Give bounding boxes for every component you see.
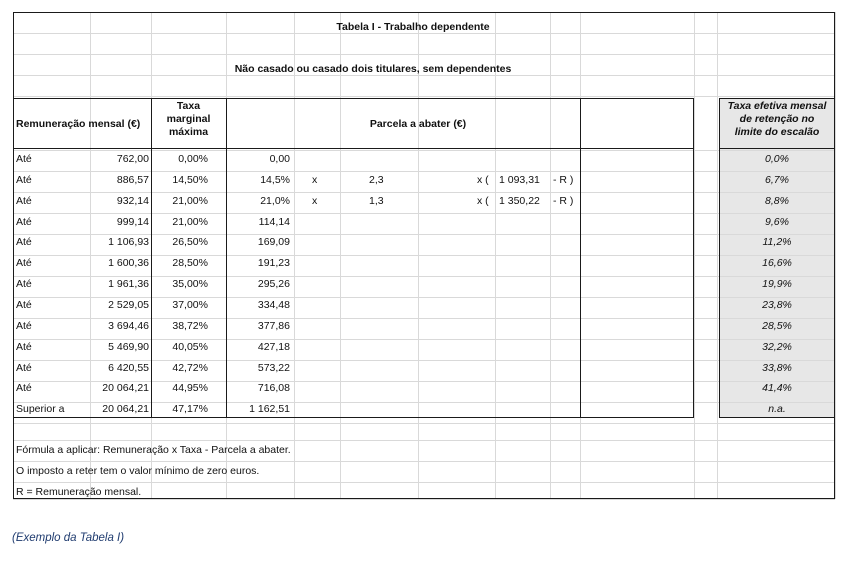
cell-parcela: 295,26 <box>257 278 290 291</box>
cell-remuneracao: 5 469,90 <box>108 340 149 353</box>
cell-parcela: 1 162,51 <box>249 403 290 416</box>
cell-remuneracao: 762,00 <box>116 153 149 165</box>
cell-remuneracao: 1 600,36 <box>108 257 149 270</box>
cell-efetiva: 19,9% <box>762 278 792 291</box>
cell-parcela: 427,18 <box>257 340 290 353</box>
cell-efetiva: n.a. <box>768 403 786 416</box>
header-efetiva-line1: Taxa efetiva mensal <box>727 100 827 112</box>
border-left <box>13 12 14 499</box>
cell-remuneracao: 20 064,21 <box>102 403 149 416</box>
cell-efetiva: 28,5% <box>762 319 792 332</box>
cell-label: Até <box>16 382 32 395</box>
grid-row-line <box>13 276 835 277</box>
cell-coeficiente: 2,3 <box>369 173 384 186</box>
cell-label: Até <box>16 319 32 332</box>
cell-remuneracao: 20 064,21 <box>102 382 149 395</box>
cell-base: 1 093,31 <box>499 173 540 186</box>
cell-label: Até <box>16 340 32 353</box>
table-subtitle: Não casado ou casado dois titulares, sem dependentes <box>234 63 512 75</box>
cell-minus-r: - R ) <box>553 173 574 186</box>
header-parcela: Parcela a abater (€) <box>369 118 467 130</box>
header-taxa-line3: máxima <box>168 126 209 138</box>
cell-parcela: 169,09 <box>257 236 290 249</box>
grid-col-line <box>340 12 341 499</box>
grid-col-line <box>550 12 551 499</box>
cell-multiply: x <box>312 173 318 186</box>
table-box-bottom <box>13 417 694 418</box>
cell-taxa: 35,00% <box>172 278 208 291</box>
grid-row-line <box>13 171 835 172</box>
cell-remuneracao: 1 106,93 <box>108 236 149 249</box>
grid-row-line <box>13 255 835 256</box>
grid-row-line <box>13 423 835 424</box>
cell-taxa: 28,50% <box>172 257 208 270</box>
grid-row-line <box>13 234 835 235</box>
cell-taxa: 21,00% <box>172 215 208 228</box>
cell-remuneracao: 1 961,36 <box>108 278 149 291</box>
cell-taxa: 40,05% <box>172 340 208 353</box>
header-remuneracao: Remuneração mensal (€) <box>16 118 141 130</box>
cell-efetiva: 16,6% <box>762 257 792 270</box>
efetiva-box-bottom <box>719 417 835 418</box>
cell-multiply: x <box>312 194 318 207</box>
efetiva-box-top <box>719 98 835 99</box>
table-box-col-extra <box>580 98 581 418</box>
efetiva-box-header-bottom <box>719 148 835 149</box>
grid-col-line <box>294 12 295 499</box>
grid-col-line <box>495 12 496 499</box>
grid-col-line <box>418 12 419 499</box>
cell-efetiva: 0,0% <box>765 153 789 165</box>
note-r-definition: R = Remuneração mensal. <box>16 486 142 498</box>
cell-label: Até <box>16 361 32 374</box>
grid-row-line <box>13 440 835 441</box>
header-taxa-line1: Taxa <box>176 100 201 112</box>
cell-label: Até <box>16 236 32 249</box>
cell-parcela-pct: 14,5% <box>260 173 290 186</box>
cell-label: Até <box>16 194 32 207</box>
cell-taxa: 14,50% <box>172 173 208 186</box>
table-title: Tabela I - Trabalho dependente <box>336 21 490 33</box>
cell-efetiva: 41,4% <box>762 382 792 395</box>
cell-x-paren: x ( <box>477 173 489 186</box>
grid-row-line <box>13 297 835 298</box>
cell-label: Até <box>16 257 32 270</box>
cell-remuneracao: 6 420,55 <box>108 361 149 374</box>
grid-row-line <box>13 96 835 97</box>
cell-coeficiente: 1,3 <box>369 194 384 207</box>
table-box-top <box>13 98 694 99</box>
header-efetiva-line2: de retenção no <box>739 113 815 125</box>
cell-x-paren: x ( <box>477 194 489 207</box>
cell-taxa: 42,72% <box>172 361 208 374</box>
grid-col-line <box>835 12 836 499</box>
cell-label: Até <box>16 153 32 165</box>
cell-remuneracao: 3 694,46 <box>108 319 149 332</box>
cell-minus-r: - R ) <box>553 194 574 207</box>
cell-parcela: 114,14 <box>258 215 290 228</box>
cell-remuneracao: 2 529,05 <box>108 298 149 311</box>
cell-parcela: 716,08 <box>257 382 290 395</box>
cell-efetiva: 6,7% <box>765 173 789 186</box>
cell-label: Até <box>16 215 32 228</box>
grid-col-line <box>694 12 695 499</box>
cell-parcela-pct: 21,0% <box>260 194 290 207</box>
cell-label: Até <box>16 278 32 291</box>
cell-remuneracao: 886,57 <box>116 173 149 186</box>
border-top <box>13 12 835 13</box>
grid-row-line <box>13 482 835 483</box>
cell-remuneracao: 932,14 <box>116 194 149 207</box>
cell-parcela: 334,48 <box>257 298 290 311</box>
cell-taxa: 47,17% <box>172 403 208 416</box>
cell-parcela: 377,86 <box>257 319 290 332</box>
cell-efetiva: 32,2% <box>762 340 792 353</box>
cell-label: Até <box>16 298 32 311</box>
cell-taxa: 38,72% <box>172 319 208 332</box>
cell-efetiva: 23,8% <box>762 298 792 311</box>
cell-parcela: 191,23 <box>257 257 290 270</box>
grid-row-line <box>13 499 835 500</box>
grid-row-line <box>13 150 835 151</box>
cell-parcela: 0,00 <box>269 153 290 165</box>
header-taxa-line2: marginal <box>166 113 211 125</box>
cell-parcela: 573,22 <box>257 361 290 374</box>
grid-row-line <box>13 461 835 462</box>
cell-taxa: 44,95% <box>172 382 208 395</box>
cell-efetiva: 8,8% <box>765 194 789 207</box>
note-minimum: O imposto a reter tem o valor mínimo de zero euros. <box>16 465 260 477</box>
cell-taxa: 26,50% <box>172 236 208 249</box>
grid-row-line <box>13 192 835 193</box>
cell-efetiva: 33,8% <box>762 361 792 374</box>
cell-base: 1 350,22 <box>499 194 540 207</box>
grid-row-line <box>13 54 835 55</box>
tax-table-sheet <box>13 12 835 499</box>
note-formula: Fórmula a aplicar: Remuneração x Taxa - Parcela a abater. <box>16 444 291 456</box>
cell-remuneracao: 999,14 <box>116 215 149 228</box>
cell-label: Até <box>16 173 32 186</box>
grid-row-line <box>13 213 835 214</box>
cell-taxa: 0,00% <box>178 153 208 165</box>
cell-efetiva: 9,6% <box>765 215 789 228</box>
cell-taxa: 37,00% <box>172 298 208 311</box>
grid-col-line <box>717 12 718 499</box>
grid-col-line <box>90 12 91 499</box>
cell-label: Superior a <box>16 403 65 416</box>
table-box-header-bottom <box>13 148 694 149</box>
table-box-right <box>693 98 694 418</box>
header-efetiva-line3: limite do escalão <box>734 126 820 138</box>
cell-efetiva: 11,2% <box>762 236 792 249</box>
cell-taxa: 21,00% <box>172 194 208 207</box>
table-caption: (Exemplo da Tabela I) <box>12 532 125 544</box>
